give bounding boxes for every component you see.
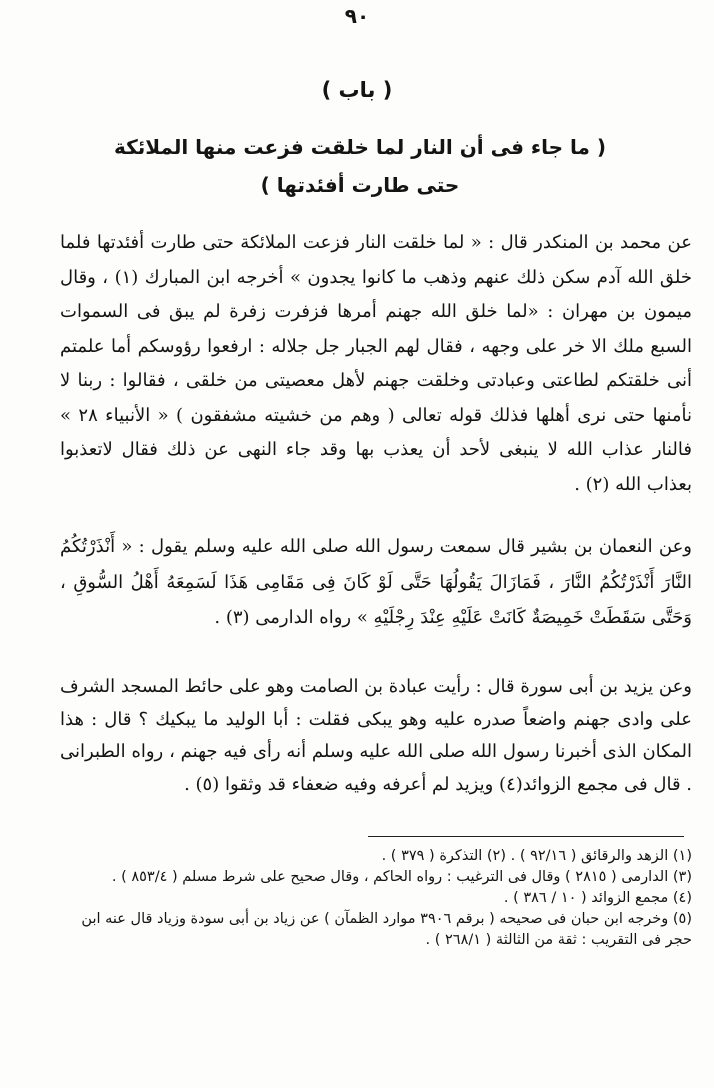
footnote-divider — [368, 836, 684, 837]
footnote-3: (٣) الدارمى ( ٢٨١٥ ) وقال فى الترغيب : رواه الحاكم ، وقال صحيح على شرط مسلم ( ٨٥٣/٤ ) . — [111, 869, 692, 885]
paragraph-al-numan-hadith: وعن النعمان بن بشير قال سمعت رسول الله صلى الله عليه وسلم يقول : « أَنْذَرْتُكُمُ النَّارَ أَنْذَرْتُكُمُ النَّارَ ، فَمَازَالَ يَقُولُهَا حَتَّى لَوْ كَانَ فِى مَقَامِى هَذَا لَسَمِعَهُ أَهْلُ السُّوقِ ، وَحَتَّى سَقَطَتْ خَمِيصَةٌ كَانَتْ عَلَيْهِ عِنْدَ رِجْلَيْهِ » رواه الدارمى (٣) . — [60, 536, 692, 628]
chapter-title-line-1: ( ما جاء فى أن النار لما خلقت فزعت منها الملائكة — [113, 135, 607, 159]
chapter-title-line-2: حتى طارت أفئدتها ) — [260, 173, 460, 197]
paragraph-yazid-ibn-abi-sawda: وعن يزيد بن أبى سورة قال : رأيت عبادة بن الصامت وهو على حائط المسجد الشرف على وادى جهنم واضعاً صدره عليه وهو يبكى فقلت : أبا الوليد ما يبكيك ؟ قال : هذا المكان الذى أخبرنا رسول الله صلى الله عليه وسلم أنه رأى فيه جهنم ، رواه الطبرانى . قال فى مجمع الزوائد(٤) ويزيد لم أعرفه وفيه ضعفاء قد وثقوا (٥) . — [60, 676, 692, 795]
page-number: ٩٠ — [344, 4, 370, 28]
footnote-1-2: (١) الزهد والرقائق ( ٩٢/١٦ ) . (٢) التذكرة ( ٣٧٩ ) . — [381, 848, 692, 864]
chapter-title — [80, 128, 640, 204]
footnote-4: (٤) مجمع الزوائد ( ١٠ / ٣٨٦ ) . — [503, 890, 692, 906]
paragraph-ibn-al-munkadir: عن محمد بن المنكدر قال : « لما خلقت النار فزعت الملائكة حتى طارت أفئدتها فلما خلق الله آدم سكن ذلك عنهم وذهب ما كانوا يجدون » أخرجه ابن المبارك (١) ، وقال ميمون بن مهران : «لما خلق الله جهنم أمرها فزفرت زفرة لم يبق فى السموات السبع ملك الا خر على وجهه ، فقال لهم الجبار جل جلاله : ارفعوا رؤوسكم أما علمتم أنى خلقتكم لطاعتى وعبادتى وخلقت جهنم لأهل معصيتى من خلقى ، فقالوا : ربنا لا نأمنها حتى نرى أهلها فذلك قوله تعالى ( وهم من خشيته مشفقون ) « الأنبياء ٢٨ » فالنار عذاب الله لا ينبغى لأحد أن يعذب بها وقد جاء النهى عن ذلك فقال لاتعذبوا بعذاب الله (٢) . — [60, 232, 692, 495]
footnote-5: (٥) وخرجه ابن حبان فى صحيحه ( برقم ٣٩٠٦ موارد الظمآن ) عن زياد بن أبى سودة وزياد قال عنه ابن حجر فى التقريب : ثقة من الثالثة ( ٢٦٨/١ ) . — [81, 911, 692, 948]
footnotes — [60, 846, 692, 951]
chapter-heading: ( باب ) — [321, 78, 393, 102]
